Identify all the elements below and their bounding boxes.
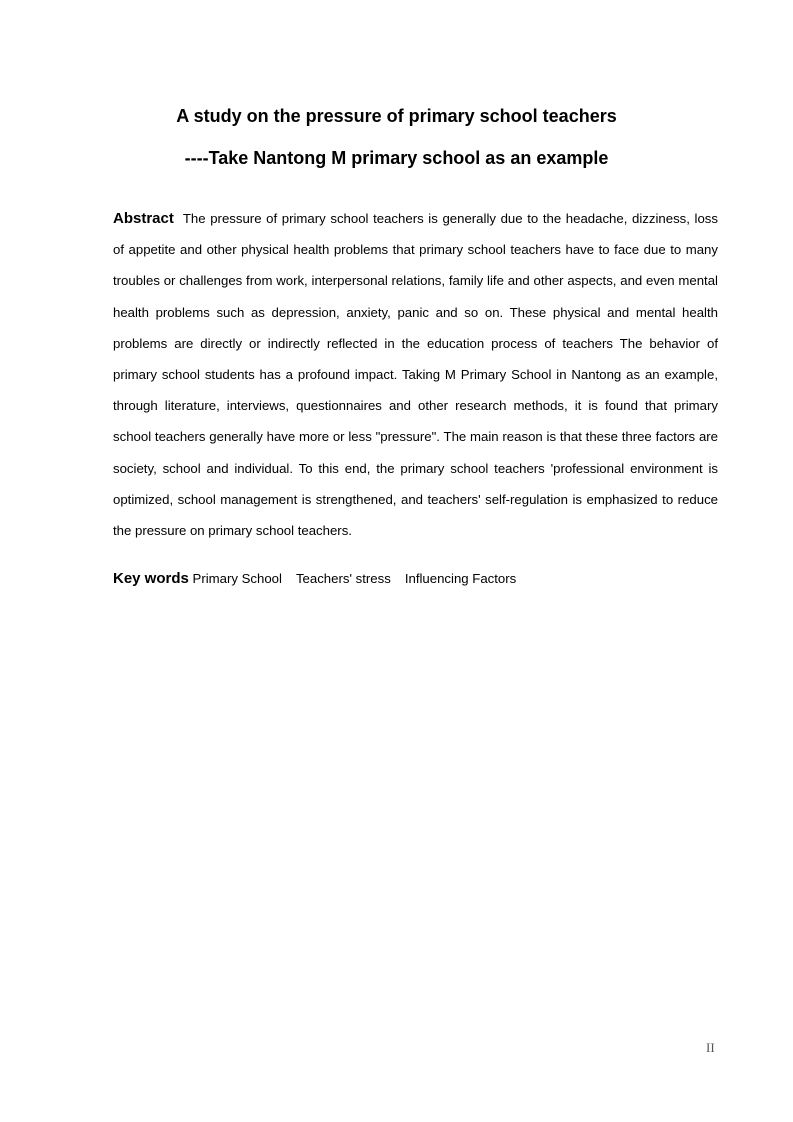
page-number: II bbox=[706, 1040, 715, 1055]
paper-subtitle: ----Take Nantong M primary school as an example bbox=[184, 148, 609, 168]
keywords-line bbox=[113, 567, 718, 591]
keyword-item: Primary School bbox=[192, 571, 282, 586]
keyword-item: Teachers' stress bbox=[295, 571, 391, 586]
keyword-item: Influencing Factors bbox=[404, 571, 517, 586]
keywords-label: Key words bbox=[113, 570, 189, 587]
abstract-text: The pressure of primary school teachers is generally due to the headache, dizziness, loss of appetite and other physical health problems that primary school teachers have to face due to many troubles or challenges from work, interpersonal relations, family life and other aspects, and even mental health problems such as depression, anxiety, panic and so on. These physical and mental health problems are directly or indirectly reflected in the education process of teachers The behavior of primary school students has a profound impact. Taking M Primary School in Nantong as an example, through literature, interviews, questionnaires and other research methods, it is found that primary school teachers generally have more or less "pressure". The main reason is that these three factors are society, school and individual. To this end, the primary school teachers 'professional environment is optimized, school management is strengthened, and teachers' self-regulation is emphasized to reduce the pressure on primary school teachers. bbox=[113, 211, 718, 539]
abstract-paragraph bbox=[113, 203, 718, 546]
paper-title: A study on the pressure of primary school teachers bbox=[176, 106, 617, 126]
abstract-label: Abstract bbox=[113, 210, 174, 227]
